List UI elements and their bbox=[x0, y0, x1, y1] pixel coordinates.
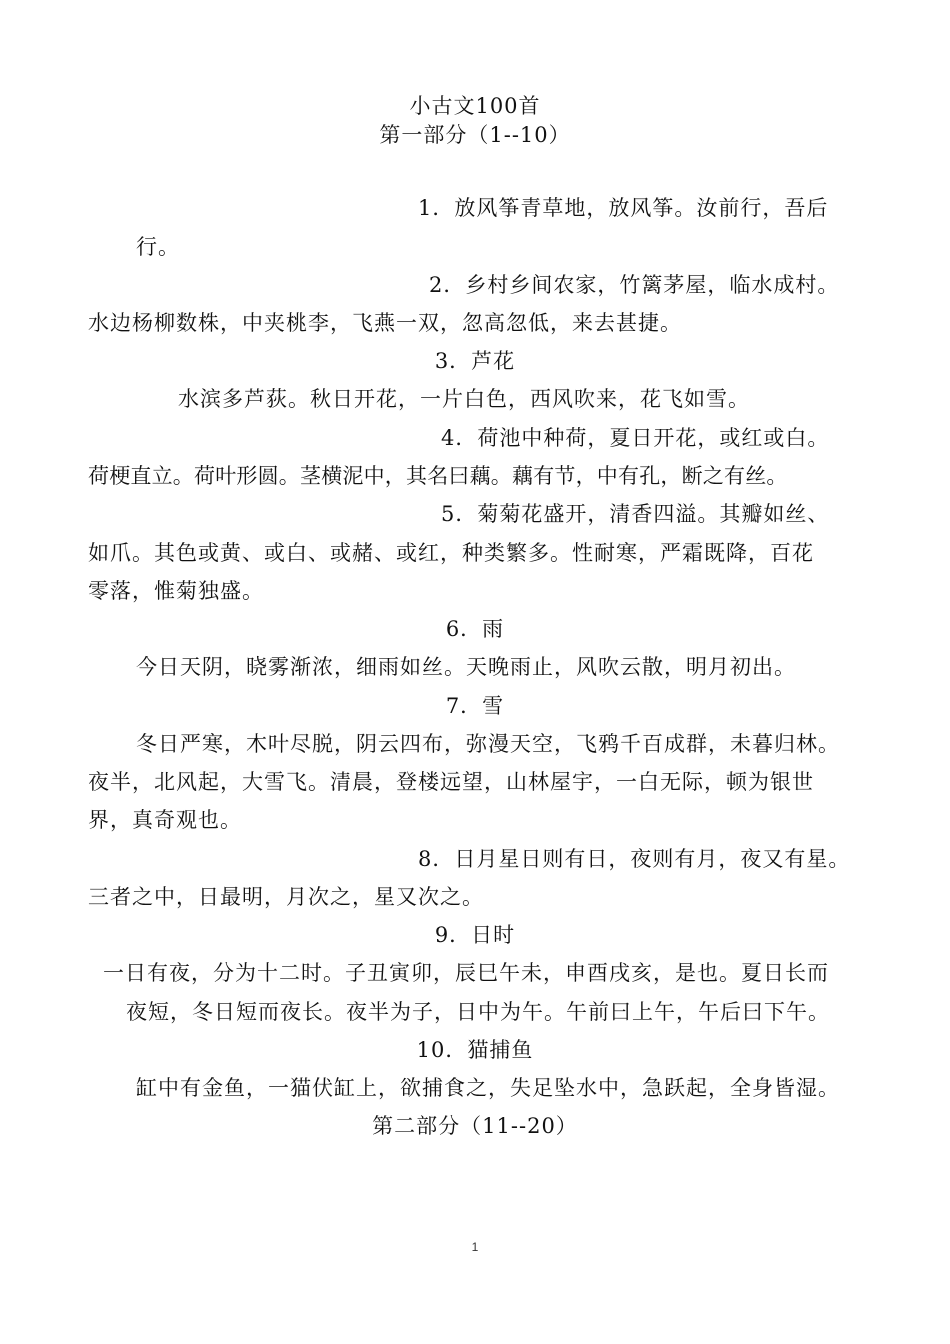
page-number: 1 bbox=[471, 1240, 479, 1254]
text-line-13: 今日天阴，晓雾渐浓，细雨如丝。天晚雨止，风吹云散，明月初出。 bbox=[136, 655, 796, 679]
text-line-2: 行。 bbox=[136, 235, 180, 259]
text-line-8: 荷梗直立。荷叶形圆。茎横泥中，其名曰藕。藕有节，中有孔，断之有丝。 bbox=[88, 464, 788, 488]
text-line-10: 如爪。其色或黄、或白、或赭、或红，种类繁多。性耐寒，严霜既降，百花 bbox=[88, 541, 814, 565]
text-line-9: 5．菊菊花盛开，清香四溢。其瓣如丝、 bbox=[441, 502, 830, 526]
heading-10: 10．猫捕鱼 bbox=[416, 1038, 534, 1062]
text-line-17: 界，真奇观也。 bbox=[88, 808, 242, 832]
text-line-18: 8．日月星日则有日，夜则有月，夜又有星。 bbox=[418, 847, 851, 871]
text-line-7: 4．荷池中种荷，夏日开花，或红或白。 bbox=[441, 426, 830, 450]
heading-3: 3．芦花 bbox=[434, 349, 516, 373]
text-line-1: 1．放风筝青草地，放风筝。汝前行，吾后 bbox=[418, 196, 829, 220]
text-line-21: 一日有夜，分为十二时。子丑寅卯，辰巳午未，申酉戌亥，是也。夏日长而 bbox=[103, 961, 829, 985]
text-line-3: 2．乡村乡间农家，竹篱茅屋，临水成村。 bbox=[429, 273, 840, 297]
text-line-15: 冬日严寒，木叶尽脱，阴云四布，弥漫天空，飞鸦千百成群，未暮归林。 bbox=[136, 732, 840, 756]
text-line-11: 零落，惟菊独盛。 bbox=[88, 579, 264, 603]
text-line-24: 缸中有金鱼，一猫伏缸上，欲捕食之，失足坠水中，急跃起，全身皆湿。 bbox=[136, 1076, 840, 1100]
heading-9: 9．日时 bbox=[434, 923, 516, 947]
part-two-heading: 第二部分（11--20） bbox=[372, 1114, 578, 1138]
heading-6: 6．雨 bbox=[445, 617, 505, 641]
part-one-heading: 第一部分（1--10） bbox=[379, 123, 571, 147]
text-line-6: 水滨多芦荻。秋日开花，一片白色，西风吹来，花飞如雪。 bbox=[178, 387, 750, 411]
document-title: 小古文100首 bbox=[409, 94, 541, 118]
text-line-22: 夜短，冬日短而夜长。夜半为子，日中为午。午前曰上午，午后曰下午。 bbox=[126, 1000, 830, 1024]
text-line-19: 三者之中，日最明，月次之，星又次之。 bbox=[88, 885, 484, 909]
text-line-16: 夜半，北风起，大雪飞。清晨，登楼远望，山林屋宇，一白无际，顿为银世 bbox=[88, 770, 814, 794]
text-line-4: 水边杨柳数株，中夹桃李，飞燕一双，忽高忽低，来去甚捷。 bbox=[88, 311, 682, 335]
heading-7: 7．雪 bbox=[445, 694, 505, 718]
